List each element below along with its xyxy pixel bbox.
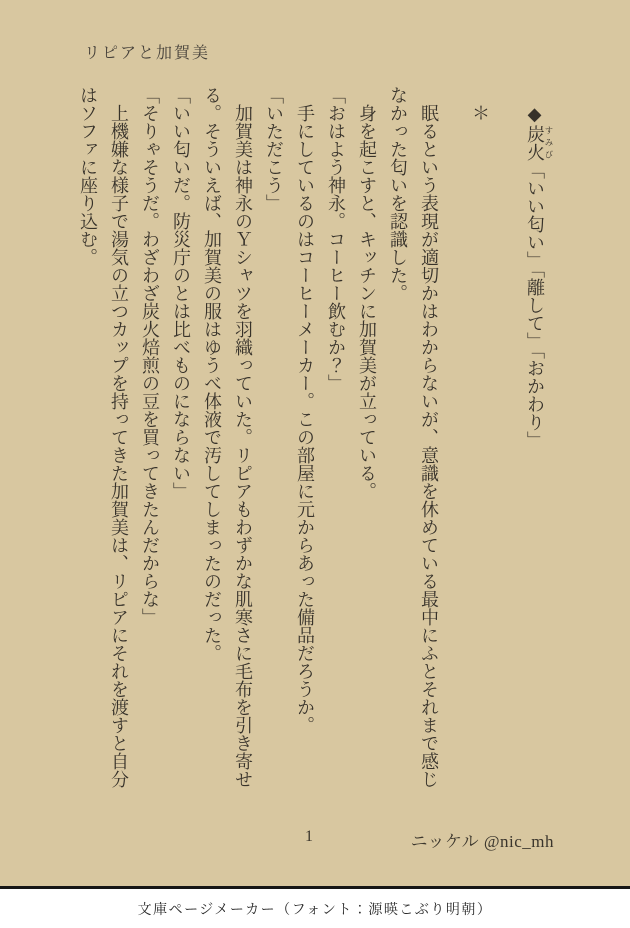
generator-footer-label: 文庫ページメーカー（フォント：源暎こぶり明朝） [137, 902, 493, 918]
text-line: 加賀美は神永のＹシャツを羽織っていた。リピアもわずかな肌寒さに毛布を引き寄せ [233, 86, 253, 788]
page-number: 1 [305, 828, 313, 845]
text-line: 上機嫌な様子で湯気の立つカップを持ってきた加賀美は、リピアにそれを渡すと自分 [109, 86, 129, 788]
caption-marker: ◆ [525, 86, 545, 125]
vertical-text-body [62, 86, 554, 798]
text-line: はソファに座り込む。 [78, 86, 98, 266]
ruby-word [525, 125, 554, 161]
caption-text: 「いい匂い」「離して」「おかわり」 [525, 161, 545, 449]
ruby-base: 炭火 [525, 125, 545, 161]
furigana: すみび [544, 125, 554, 161]
text-line: なかった匂いを認識した。 [388, 86, 408, 302]
author-credit: ニッケル @nic_mh [410, 832, 554, 851]
running-title: リピアと加賀美 [84, 45, 211, 62]
generator-footer-bar [0, 886, 630, 928]
text-line: 「いただこう」 [264, 86, 284, 212]
text-line: る。そういえば、加賀美の服はゆうべ体液で汚してしまったのだった。 [202, 86, 222, 662]
text-line: 身を起こすと、キッチンに加賀美が立っている。 [357, 86, 377, 500]
text-line: 「おはよう神永。コーヒー飲むか？」 [326, 86, 346, 392]
section-separator: ＊ [470, 86, 490, 122]
text-line: 手にしているのはコーヒーメーカー。この部屋に元からあった備品だろうか。 [295, 86, 315, 734]
text-line: 「そりゃそうだ。わざわざ炭火焙煎の豆を買ってきたんだからな」 [140, 86, 160, 626]
text-line: 眠るという表現が適切かはわからないが、意識を休めている最中にふとそれまで感じ [419, 86, 439, 788]
chapter-caption-line [519, 86, 554, 798]
text-line: 「いい匂いだ。防災庁のとは比べものにならない」 [171, 86, 191, 500]
